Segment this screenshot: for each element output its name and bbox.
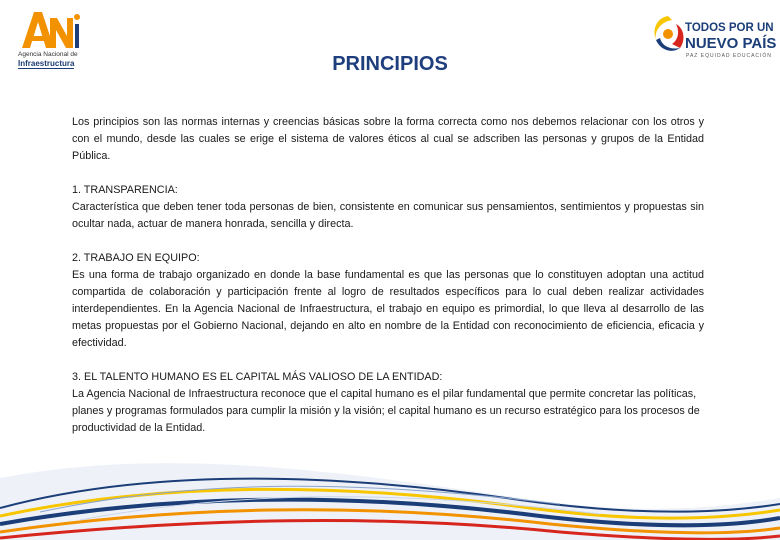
intro-paragraph: Los principios son las normas internas y creencias básicas sobre la forma correcta como nos debemos relacionar con los otros y con el mundo, desde las cuales se erige el sistema de valores éticos al cual se adscriben las personas y grupos de la Entidad Pública. — [72, 116, 704, 162]
logo-line-3: PAZ EQUIDAD EDUCACIÓN — [686, 53, 772, 59]
principle-heading: 2. TRABAJO EN EQUIPO: — [72, 252, 200, 264]
principle-heading: 3. EL TALENTO HUMANO ES EL CAPITAL MÁS VALIOSO DE LA ENTIDAD: — [72, 371, 443, 383]
footer-wave-decoration — [0, 438, 780, 540]
principle-body: La Agencia Nacional de Infraestructura reconoce que el capital humano es el pilar fundamental que permite concretar las políticas, planes y programas formulados para cumplir la misión y la visión; el capital humano es un recurso estratégico para los procesos de productividad de la Entidad. — [72, 388, 700, 434]
logo-line-1: TODOS POR UN — [685, 22, 774, 34]
principle-transparencia — [72, 182, 704, 233]
principle-trabajo-en-equipo — [72, 250, 704, 352]
principle-body: Es una forma de trabajo organizado en donde la base fundamental es que las personas que lo constituyen adoptan una actitud compartida de colaboración y participación frente al logro de resultados específicos para lo cual deben realizar actividades interdependientes. En la Agencia Nacional de Infraestructura, el trabajo en equipo es primordial, lo que lleva al desarrollo de las metas propuestas por el Gobierno Nacional, dejando en alto en nombre de la Entidad con reconocimiento de eficiencia, eficacia y efectividad. — [72, 269, 704, 349]
logo-line-2: NUEVO PAÍS — [685, 35, 777, 52]
ani-subtitle-line2: Infraestructura — [18, 59, 75, 68]
principle-heading: 1. TRANSPARENCIA: — [72, 184, 178, 196]
document-body — [72, 114, 704, 454]
page-title: PRINCIPIOS — [332, 53, 448, 75]
ani-subtitle-line1: Agencia Nacional de — [18, 51, 78, 58]
principle-body: Característica que deben tener toda personas de bien, consistente en comunicar sus pensamientos, sentimientos y propuestas sin ocultar nada, actuar de manera honrada, sencilla y directa. — [72, 201, 704, 230]
ani-logo-mark — [20, 8, 80, 52]
principle-talento-humano — [72, 369, 704, 437]
